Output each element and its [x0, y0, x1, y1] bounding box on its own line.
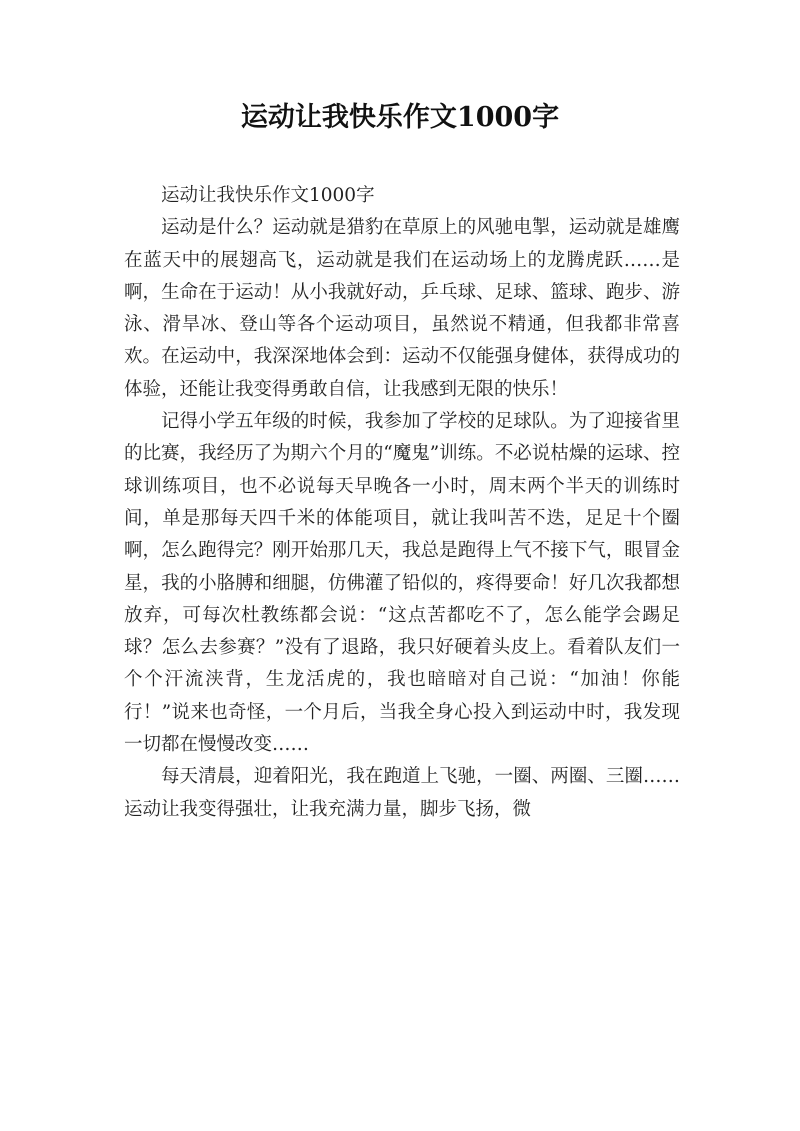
paragraph-1: 运动是什么？运动就是猎豹在草原上的风驰电掣，运动就是雄鹰在蓝天中的展翅高飞，运动就是我们在运动场上的龙腾虎跃……是啊，生命在于运动！从小我就好动，乒乓球、足球、篮球、跑步、游泳、滑旱冰、登山等各个运动项目，虽然说不精通，但我都非常喜欢。在运动中，我深深地体会到：运动不仅能强身健体，获得成功的体验，还能让我变得勇敢自信，让我感到无限的快乐！ — [124, 217, 680, 400]
paragraph-2: 记得小学五年级的时候，我参加了学校的足球队。为了迎接省里的比赛，我经历了为期六个月的“魔鬼”训练。不必说枯燥的运球、控球训练项目，也不必说每天早晚各一小时，周末两个半天的训练时间，单是那每天四千米的体能项目，就让我叫苦不迭，足足十个圈啊，怎么跑得完？刚开始那几天，我总是跑得上气不接下气，眼冒金星，我的小胳膊和细腿，仿佛灌了铅似的，疼得要命！好几次我都想放弃，可每次杜教练都会说：“这点苦都吃不了，怎么能学会踢足球？怎么去参赛？”没有了退路，我只好硬着头皮上。看着队友们一个个汗流浃背，生龙活虎的，我也暗暗对自己说：“加油！你能行！”说来也奇怪，一个月后，当我全身心投入到运动中时，我发现一切都在慢慢改变…… — [124, 411, 680, 756]
paragraph-subtitle: 运动让我快乐作文1000字 — [161, 185, 375, 206]
page-title: 运动让我快乐作文1000字 — [240, 102, 560, 133]
paragraph-3: 每天清晨，迎着阳光，我在跑道上飞驰，一圈、两圈、三圈……运动让我变得强壮，让我充满力量，脚步飞扬，微 — [124, 766, 680, 820]
article-body — [124, 180, 680, 826]
